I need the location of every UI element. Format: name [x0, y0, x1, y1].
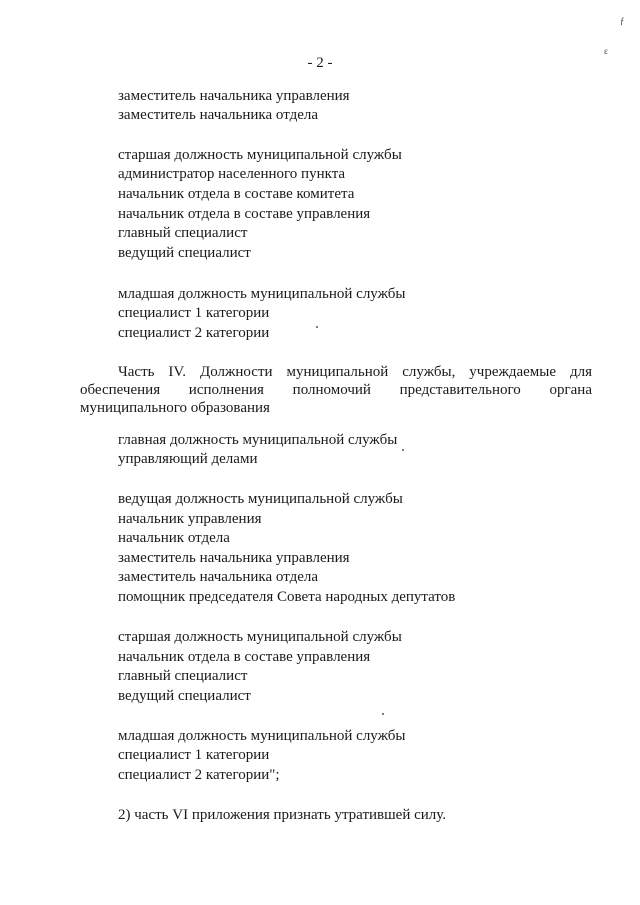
position-line: начальник отдела в составе комитета: [118, 186, 355, 202]
position-line: начальник отдела: [118, 530, 230, 546]
position-line: ведущий специалист: [118, 245, 251, 261]
category-heading: старшая должность муниципальной службы: [118, 147, 402, 163]
position-line: главный специалист: [118, 668, 248, 684]
position-line: специалист 2 категории";: [118, 767, 280, 783]
corner-mark-top: ƒ: [620, 16, 625, 26]
category-heading: главная должность муниципальной службы: [118, 432, 398, 448]
position-line: специалист 1 категории: [118, 305, 270, 321]
position-line: помощник председателя Совета народных депутатов: [118, 589, 456, 605]
position-line: заместитель начальника управления: [118, 550, 350, 566]
position-line: начальник отдела в составе управления: [118, 206, 371, 222]
position-line: специалист 1 категории: [118, 747, 270, 763]
position-line: заместитель начальника отдела: [118, 107, 318, 123]
scan-speck: [316, 326, 318, 328]
position-line: заместитель начальника управления: [118, 88, 350, 104]
page-number: - 2 -: [307, 55, 333, 71]
category-heading: старшая должность муниципальной службы: [118, 629, 402, 645]
part-iv-heading: Часть IV. Должности муниципальной службы, учреждаемые для обеспечения исполнения полномочий представительного органа муниципального образования: [80, 364, 592, 416]
position-line: управляющий делами: [118, 451, 258, 467]
scan-speck: [402, 449, 404, 451]
position-line: специалист 2 категории: [118, 325, 270, 341]
category-heading: младшая должность муниципальной службы: [118, 286, 406, 302]
corner-mark-second: ɛ: [604, 46, 608, 56]
position-line: начальник отдела в составе управления: [118, 649, 371, 665]
position-line: заместитель начальника отдела: [118, 569, 318, 585]
position-line: начальник управления: [118, 511, 262, 527]
item-2-statement: 2) часть VI приложения признать утратившей силу.: [118, 807, 447, 823]
category-heading: ведущая должность муниципальной службы: [118, 491, 403, 507]
position-line: ведущий специалист: [118, 688, 251, 704]
position-line: главный специалист: [118, 225, 248, 241]
position-line: администратор населенного пункта: [118, 166, 346, 182]
category-heading: младшая должность муниципальной службы: [118, 728, 406, 744]
scan-speck: [382, 713, 384, 715]
